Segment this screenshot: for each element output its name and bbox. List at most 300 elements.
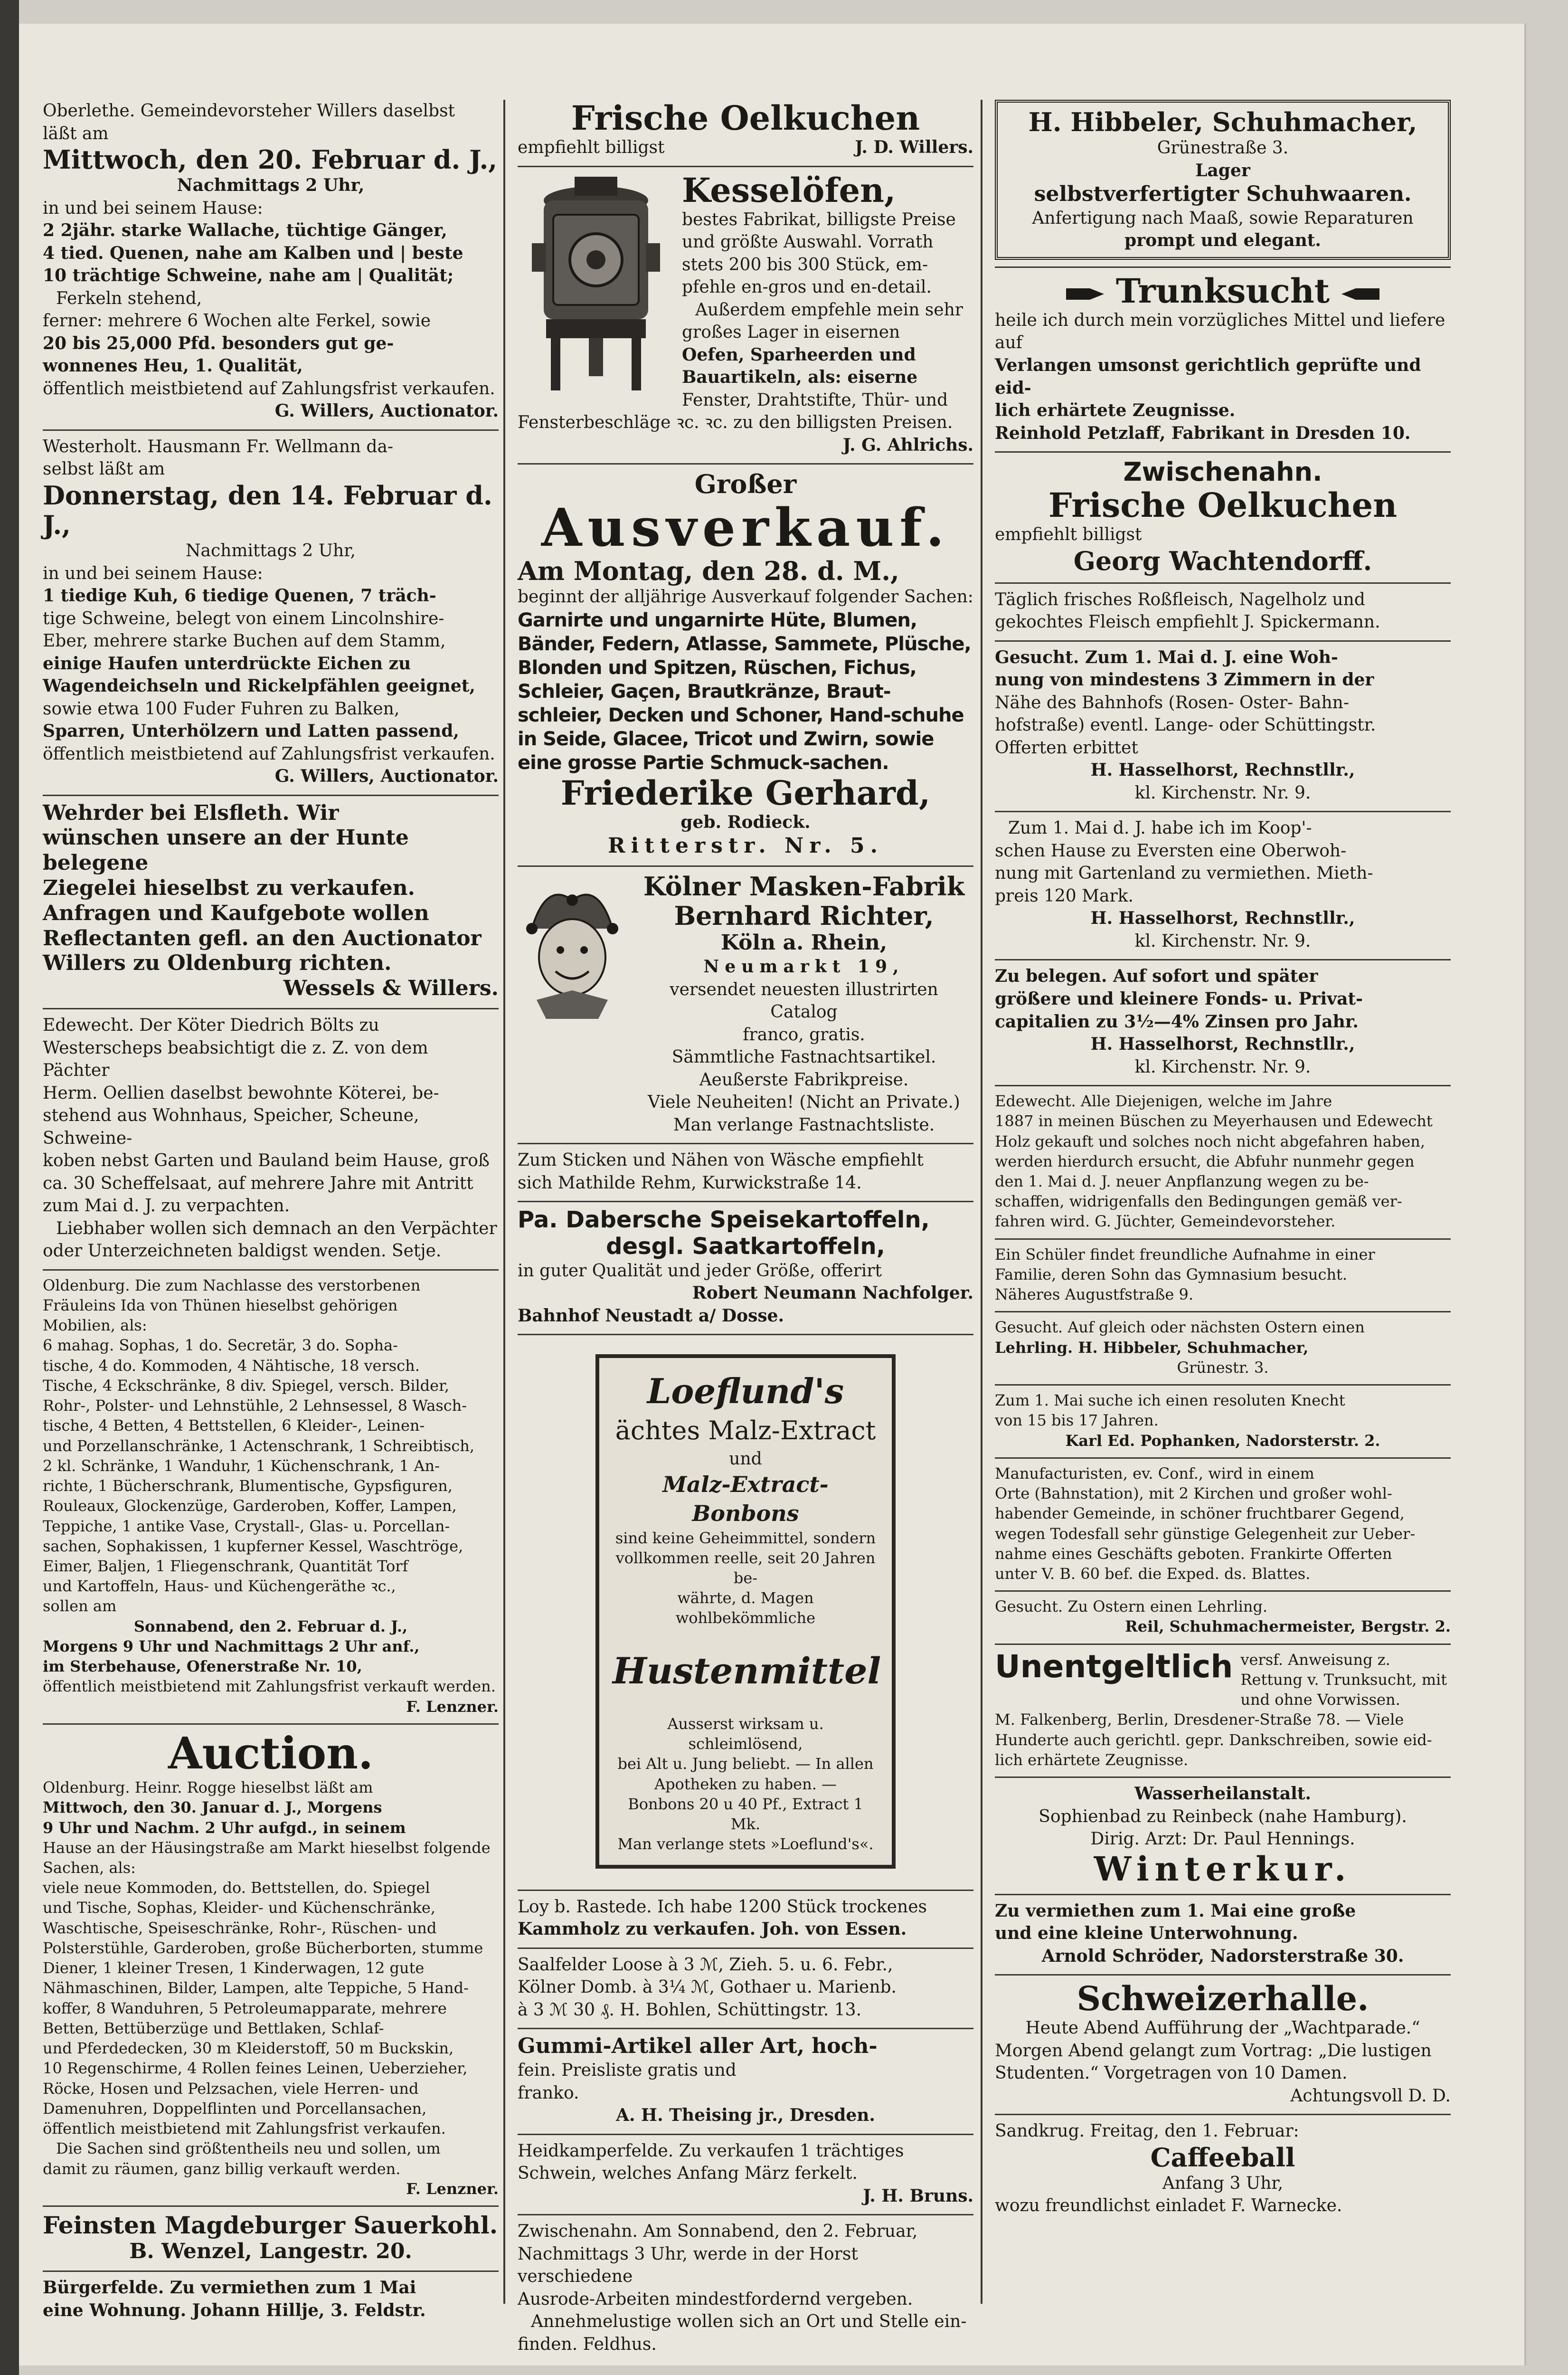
ad-line: öffentlich meistbietend auf Zahlungsfrist verkaufen. bbox=[43, 379, 495, 399]
ad-line: und Tische, Sophas, Kleider- und Küchenschränke, bbox=[43, 1899, 436, 1917]
ad-line: Großer bbox=[694, 469, 797, 500]
ad-kartoffeln bbox=[518, 1202, 973, 1335]
ad-signature: H. Hasselhorst, Rechnstllr., bbox=[1090, 760, 1355, 780]
ad-line: Edewecht. Alle Diejenigen, welche im Jahre bbox=[995, 1092, 1332, 1111]
ad-date: Mittwoch, den 20. Februar d. J., bbox=[43, 144, 498, 175]
ad-line: Willers zu Oldenburg richten. bbox=[43, 951, 392, 976]
ad-line: Nachmittags 2 Uhr, bbox=[186, 541, 356, 561]
ad-text bbox=[634, 872, 973, 1136]
column-rule bbox=[981, 100, 982, 2304]
ad-line: Bauartikeln, als: eiserne bbox=[682, 367, 918, 388]
ad-heading: Winterkur. bbox=[1094, 1849, 1352, 1889]
ad-lehrling-hibbeler bbox=[995, 1312, 1451, 1386]
ad-line: wonnenes Heu, 1. Qualität, bbox=[43, 356, 303, 376]
ad-line: Hause an der Häusingstraße am Markt hieselbst folgende bbox=[43, 1838, 491, 1857]
ad-line: 2 2jähr. starke Wallache, tüchtige Gänger, bbox=[43, 220, 447, 241]
ad-trunksucht bbox=[995, 268, 1451, 453]
ad-line: franko. bbox=[518, 2083, 579, 2103]
ad-line: Eimer, Baljen, 1 Fliegenschrank, Quantität Torf bbox=[43, 1557, 408, 1576]
ad-line: Täglich frisches Roßfleisch, Nagelholz und bbox=[995, 589, 1365, 609]
ad-heading: desgl. Saatkartoffeln, bbox=[606, 1233, 885, 1260]
ad-line: tische, 4 do. Kommoden, 4 Nähtische, 18 versch. bbox=[43, 1356, 420, 1375]
ad-heidkamp bbox=[518, 2135, 973, 2216]
ad-line: Malz-Extract-Bonbons bbox=[662, 1472, 829, 1526]
ad-text bbox=[682, 172, 963, 412]
ad-line: einige Haufen unterdrückte Eichen zu bbox=[43, 653, 411, 674]
ad-line: nahme eines Geschäfts geboten. Frankirte Offerten bbox=[995, 1544, 1392, 1563]
ad-gesucht-wohnung bbox=[995, 642, 1451, 813]
ad-line: damit zu räumen, ganz billig verkauft werden. bbox=[43, 2159, 401, 2178]
ad-line: sich Mathilde Rehm, Kurwickstraße 14. bbox=[518, 1173, 862, 1193]
ad-line: Teppiche, 1 antike Vase, Crystall-, Glas- u. Porcellan- bbox=[43, 1517, 450, 1535]
ad-line: ferner: mehrere 6 Wochen alte Ferkel, sowie bbox=[43, 311, 431, 331]
ad-line: preis 120 Mark. bbox=[995, 886, 1133, 906]
ad-line: Oefen, Sparheerden und bbox=[682, 344, 916, 365]
ad-line: Zu vermiethen zum 1. Mai eine große bbox=[995, 1900, 1356, 1921]
ad-heading: Trunksucht bbox=[1115, 271, 1330, 311]
ad-heading: Unentgeltlich bbox=[995, 1648, 1233, 1685]
ad-line: Offerten erbittet bbox=[995, 738, 1138, 758]
ad-line: koben nebst Garten und Bauland beim Hause, groß bbox=[43, 1151, 490, 1171]
ad-line: Zum Sticken und Nähen von Wäsche empfiehlt bbox=[518, 1150, 924, 1170]
ad-line: Anfragen und Kaufgebote wollen bbox=[43, 901, 429, 925]
ad-line: Westerholt. Hausmann Fr. Wellmann da- bbox=[43, 437, 394, 456]
ad-knecht bbox=[995, 1386, 1451, 1459]
ad-line: Fenster, Drahtstifte, Thür- und bbox=[682, 390, 948, 410]
ad-line: Familie, deren Sohn das Gymnasium besucht. bbox=[995, 1265, 1348, 1283]
ad-oberlethe bbox=[43, 95, 499, 431]
ad-line: Saalfelder Loose à 3 ℳ, Zieh. 5. u. 6. Febr., bbox=[518, 1955, 893, 1975]
ad-heading-row bbox=[995, 273, 1451, 309]
ad-line: größere und kleinere Fonds- u. Privat- bbox=[995, 989, 1363, 1009]
ad-line: Sparren, Unterhölzern und Latten passend, bbox=[43, 721, 459, 741]
ad-date: Donnerstag, den 14. Februar d. J., bbox=[43, 480, 492, 540]
ad-signature: Karl Ed. Pophanken, Nadorsterstr. 2. bbox=[1065, 1431, 1380, 1450]
ad-line: schaffen, widrigenfalls den Bedingungen gemäß ver- bbox=[995, 1192, 1402, 1211]
ad-line: 10 trächtige Schweine, nahe am | Qualität; bbox=[43, 266, 454, 286]
ad-line: Die Sachen sind größtentheils neu und sollen, um bbox=[56, 2139, 441, 2158]
ad-line: Sonnabend, den 2. Februar d. J., bbox=[133, 1617, 408, 1635]
ad-line: Annehmelustige wollen sich an Ort und Stelle ein- bbox=[531, 2312, 967, 2332]
ad-line: Rouleaux, Glockenzüge, Garderoben, Koffer, Lampen, bbox=[43, 1497, 457, 1515]
ad-line: währte, d. Magen wohlbekömmliche bbox=[675, 1589, 816, 1627]
ad-line: öffentlich meistbietend mit Zahlungsfrist verkaufen. bbox=[43, 2119, 446, 2138]
ad-line: und Porzellanschränke, 1 Actenschrank, 1 Schreibtisch, bbox=[43, 1436, 475, 1455]
ad-line: Sämmtliche Fastnachtsartikel. bbox=[671, 1047, 936, 1067]
ad-line: empfiehlt billigst bbox=[995, 525, 1142, 545]
ad-signature: J. H. Bruns. bbox=[863, 2185, 973, 2206]
ad-vermiethen-schroeder bbox=[995, 1895, 1451, 1976]
ad-line: tige Schweine, belegt von einem Lincolnshire- bbox=[43, 608, 444, 628]
ad-ausverkauf bbox=[518, 465, 973, 867]
ad-line: kl. Kirchenstr. Nr. 9. bbox=[1134, 931, 1311, 951]
ad-signature: J. D. Willers. bbox=[855, 137, 973, 157]
ad-line: richte, 1 Bücherschrank, Blumentische, Gypsfiguren, bbox=[43, 1477, 453, 1495]
ad-line: Oldenburg. Die zum Nachlasse des verstorbenen bbox=[43, 1276, 421, 1294]
ad-loose bbox=[518, 1949, 973, 2030]
ad-signature: F. Lenzner. bbox=[406, 2179, 499, 2198]
ad-heading: Friederike Gerhard, bbox=[560, 773, 931, 813]
ad-line: in und bei seinem Hause: bbox=[43, 198, 263, 218]
column-1 bbox=[43, 95, 499, 2328]
ad-line: Gesucht. Zum 1. Mai d. J. eine Woh- bbox=[995, 647, 1338, 667]
ad-line: Oberlethe. Gemeindevorsteher Willers daselbst bbox=[43, 101, 455, 121]
ad-line: unter V. B. 60 bef. die Exped. ds. Blattes. bbox=[995, 1564, 1311, 1583]
ad-heading: Loeflund's bbox=[647, 1371, 844, 1412]
ad-heading: H. Hibbeler, Schuhmacher, bbox=[1028, 107, 1417, 137]
ad-heading: Ausverkauf. bbox=[541, 497, 950, 559]
ad-wasserheilanstalt bbox=[995, 1778, 1451, 1895]
ad-line: im Sterbehause, Ofenerstraße Nr. 10, bbox=[43, 1657, 362, 1676]
ad-line: lich erhärtete Zeugnisse. bbox=[995, 400, 1236, 421]
ad-signature: Reinhold Petzlaff, Fabrikant in Dresden 10. bbox=[995, 423, 1411, 443]
ad-footer bbox=[518, 136, 973, 159]
ad-line: großes Lager in eisernen bbox=[682, 323, 900, 342]
ad-line: ächtes Malz-Extract bbox=[615, 1416, 876, 1446]
ad-wehrder bbox=[43, 796, 499, 1009]
ad-line: Mobilien, als: bbox=[43, 1316, 147, 1335]
ad-line: à 3 ℳ 30 ₰. H. Bohlen, Schüttingstr. 13. bbox=[518, 2000, 862, 2020]
ad-line: Grünestr. 3. bbox=[1177, 1358, 1269, 1377]
ad-line: Köln a. Rhein, bbox=[720, 931, 888, 955]
ad-line: Anfang 3 Uhr, bbox=[1162, 2173, 1284, 2193]
ad-line: Orte (Bahnstation), mit 2 Kirchen und großer wohl- bbox=[995, 1484, 1392, 1503]
ad-line: Ein Schüler findet freundliche Aufnahme in einer bbox=[995, 1245, 1375, 1264]
ad-line: Damenuhren, Doppelflinten und Porcellansachen, bbox=[43, 2099, 427, 2118]
ad-line: Wasserheilanstalt. bbox=[1134, 1784, 1312, 1804]
ad-line: öffentlich meistbietend auf Zahlungsfrist verkaufen. bbox=[43, 744, 495, 764]
ad-line: B. Wenzel, Langestr. 20. bbox=[129, 2239, 412, 2263]
ad-line: in guter Qualität und jeder Größe, offerirt bbox=[518, 1261, 882, 1281]
ad-line: capitalien zu 3½—4% Zinsen pro Jahr. bbox=[995, 1011, 1359, 1032]
ad-line: heile ich durch mein vorzügliches Mittel und liefere auf bbox=[995, 310, 1445, 353]
ad-line: empfiehlt billigst bbox=[518, 138, 665, 157]
ad-line: Apotheken zu haben. — bbox=[654, 1775, 837, 1793]
ad-signature: G. Willers, Auctionator. bbox=[274, 766, 499, 787]
ad-line: Fensterbeschläge ꝛc. ꝛc. zu den billigsten Preisen. bbox=[518, 413, 953, 433]
ad-line: Nachmittags 2 Uhr, bbox=[177, 175, 365, 196]
ad-fonds bbox=[995, 960, 1451, 1086]
ad-line: Zum 1. Mai d. J. habe ich im Koop'- bbox=[1008, 818, 1312, 838]
ad-line: Nähmaschinen, Bilder, Lampen, alte Teppiche, 5 Hand- bbox=[43, 1979, 469, 1997]
ad-line: Viele Neuheiten! (Nicht an Private.) bbox=[648, 1092, 960, 1112]
ad-signature: G. Willers, Auctionator. bbox=[274, 401, 499, 421]
ad-line: nung von mindestens 3 Zimmern in der bbox=[995, 670, 1374, 690]
ad-oelkuchen-wachtendorff bbox=[995, 453, 1451, 584]
ad-line: fahren wird. G. Jüchter, Gemeindevorsteher. bbox=[995, 1212, 1336, 1231]
ad-line: nung mit Gartenland zu vermiethen. Mieth- bbox=[995, 864, 1373, 884]
loeflund-box bbox=[595, 1354, 896, 1868]
ad-heading: Gummi-Artikel aller Art, hoch- bbox=[518, 2034, 878, 2059]
pointing-hand-right-icon bbox=[1066, 284, 1104, 304]
ad-heading: Feinsten Magdeburger Sauerkohl. bbox=[43, 2211, 498, 2239]
ad-buergerfelde bbox=[43, 2272, 499, 2328]
ad-line: 6 mahag. Sophas, 1 do. Secretär, 3 do. Sopha- bbox=[43, 1336, 398, 1355]
ad-edewecht bbox=[43, 1009, 499, 1271]
ad-line: Röcke, Hosen und Pelzsachen, viele Herren- und bbox=[43, 2079, 419, 2098]
ad-line: bestes Fabrikat, billigste Preise bbox=[682, 209, 956, 229]
ad-line: zum Mai d. J. zu verpachten. bbox=[43, 1196, 290, 1216]
ad-line: Edewecht. Der Köter Diedrich Bölts zu bbox=[43, 1016, 379, 1036]
ad-signature: Arnold Schröder, Nadorsterstraße 30. bbox=[1041, 1946, 1404, 1966]
ad-line: von 15 bis 17 Jahren. bbox=[995, 1411, 1159, 1430]
ad-line: M. Falkenberg, Berlin, Dresdener-Straße 78. — Viele bbox=[995, 1710, 1404, 1729]
ad-line: habender Gemeinde, in schöner fruchtbarer Gegend, bbox=[995, 1504, 1405, 1523]
ad-oldenburg-nachlass bbox=[43, 1271, 499, 1725]
stove-icon bbox=[518, 172, 674, 395]
ad-masken bbox=[518, 867, 973, 1144]
ad-line: Zwischenahn. bbox=[1123, 457, 1322, 487]
ad-line: Ausserst wirksam u. schleimlösend, bbox=[667, 1715, 824, 1753]
ad-line: Morgens 9 Uhr und Nachmittags 2 Uhr anf., bbox=[43, 1637, 420, 1655]
ad-line: selbst läßt am bbox=[43, 459, 165, 479]
ad-body bbox=[518, 872, 973, 1136]
ad-line: Bahnhof Neustadt a/ Dosse. bbox=[518, 1305, 784, 1326]
ad-line: Loy b. Rastede. Ich habe 1200 Stück trockenes bbox=[518, 1897, 927, 1917]
ad-line: Rohr-, Polster- und Lehnstühle, 2 Lehnsessel, 8 Wasch- bbox=[43, 1396, 467, 1415]
ad-line: sollen am bbox=[43, 1597, 117, 1615]
ad-line: sowie etwa 100 Fuder Fuhren zu Balken, bbox=[43, 699, 400, 719]
ad-line: Studenten.“ Vorgetragen von 10 Damen. bbox=[995, 2063, 1348, 2083]
ad-line: lich erhärtete Zeugnisse. bbox=[995, 1750, 1189, 1769]
ad-manufacturisten bbox=[995, 1459, 1451, 1592]
ad-line: bei Alt u. Jung beliebt. — In allen bbox=[617, 1755, 874, 1773]
ad-line: Holz gekauft und solches noch nicht abgefahren haben, bbox=[995, 1132, 1426, 1150]
ad-line: werden hierdurch ersucht, die Abfuhr nunmehr gegen bbox=[995, 1152, 1415, 1170]
ad-line: Fräuleins Ida von Thünen hieselbst gehörigen bbox=[43, 1296, 398, 1314]
ad-line: schen Hause zu Eversten eine Oberwoh- bbox=[995, 841, 1347, 861]
ad-line: wünschen unsere an der Hunte belegene bbox=[43, 826, 409, 875]
ad-line: Lehrling. H. Hibbeler, Schuhmacher, bbox=[995, 1338, 1309, 1357]
ad-date: Am Montag, den 28. d. M., bbox=[518, 556, 899, 587]
ad-signature: J. G. Ahlrichs. bbox=[842, 435, 973, 455]
ad-line: Näheres Augustfstraße 9. bbox=[995, 1285, 1194, 1304]
ad-heading: Frische Oelkuchen bbox=[1048, 485, 1398, 525]
ad-line: Liebhaber wollen sich demnach an den Verpächter bbox=[56, 1218, 497, 1238]
ad-line: stets 200 bis 300 Stück, em- bbox=[682, 255, 928, 275]
ad-line: Sandkrug. Freitag, den 1. Februar: bbox=[995, 2121, 1299, 2141]
ad-line: 2 kl. Schränke, 1 Wanduhr, 1 Küchenschrank, 1 An- bbox=[43, 1456, 440, 1475]
ad-line: Herm. Oellien daselbst bewohnte Köterei, be- bbox=[43, 1083, 439, 1103]
ad-schweizerhalle bbox=[995, 1976, 1451, 2115]
ad-line: Betten, Bettüberzüge und Bettlaken, Schlaf- bbox=[43, 2019, 384, 2037]
ad-line: Sachen, als: bbox=[43, 1859, 136, 1877]
ad-line: Kammholz zu verkaufen. Joh. von Essen. bbox=[518, 1919, 907, 1939]
ad-line: Westerscheps beabsichtigt die z. Z. von dem Pächter bbox=[43, 1038, 428, 1081]
ad-line: 1 tiedige Kuh, 6 tiedige Quenen, 7 träch- bbox=[43, 586, 436, 606]
ad-line: Wehrder bei Elsfleth. Wir bbox=[43, 800, 339, 825]
ad-sticken bbox=[518, 1144, 973, 1202]
ad-body-text: Garnirte und ungarnirte Hüte, Blumen, Bänder, Federn, Atlasse, Sammete, Plüsche, Blonden und Spitzen, Rüschen, Fichus, Schleier, Gaçen, Brautkränze, Braut-schleier, Decken und Schoner, Hand-schuhe in Seide, Glacee, Tricot und Zwirn, sowie eine grosse Partie Schmuck-sachen. bbox=[518, 609, 971, 774]
ad-line: Hunderte auch gerichtl. gepr. Dankschreiben, sowie eid- bbox=[995, 1730, 1432, 1749]
ad-line: und eine kleine Unterwohnung. bbox=[995, 1923, 1298, 1944]
ad-westerholt bbox=[43, 431, 499, 796]
ad-heading: Bernhard Richter, bbox=[674, 901, 934, 931]
ad-line: Tische, 4 Eckschränke, 8 div. Spiegel, versch. Bilder, bbox=[43, 1376, 450, 1395]
ad-line: ca. 30 Scheffelsaat, auf mehrere Jahre mit Antritt bbox=[43, 1173, 473, 1193]
ad-line: Zu belegen. Auf sofort und später bbox=[995, 966, 1318, 987]
jester-illustration bbox=[518, 872, 627, 1030]
ad-line: Reflectanten gefl. an den Auctionator bbox=[43, 926, 482, 950]
book-spine bbox=[0, 0, 19, 2375]
ad-line: sind keine Geheimmittel, sondern bbox=[615, 1529, 876, 1547]
ad-sandkrug bbox=[995, 2115, 1451, 2224]
ad-line: oder Unterzeichneten baldigst wenden. Setje. bbox=[43, 1241, 442, 1261]
ad-signature: Reil, Schuhmachermeister, Bergstr. 2. bbox=[1125, 1617, 1451, 1636]
ad-signature: Georg Wachtendorff. bbox=[1073, 545, 1372, 576]
ad-line: Ferkeln stehend, bbox=[56, 288, 202, 308]
ad-line: Eber, mehrere starke Buchen auf dem Stamm, bbox=[43, 631, 446, 651]
column-3 bbox=[995, 95, 1451, 2224]
ad-edewecht-holz bbox=[995, 1086, 1451, 1240]
ad-line: und bbox=[729, 1449, 762, 1469]
ad-line: Neumarkt 19, bbox=[703, 957, 905, 977]
ad-heading: Schweizerhalle. bbox=[1077, 1979, 1369, 2019]
ad-line: beginnt der alljährige Ausverkauf folgender Sachen: bbox=[518, 587, 973, 607]
ad-signature: A. H. Theising jr., Dresden. bbox=[616, 2105, 875, 2126]
newspaper-page bbox=[19, 24, 1524, 2366]
ad-line: Außerdem empfehle mein sehr bbox=[695, 300, 963, 320]
ad-loeflund bbox=[518, 1335, 973, 1890]
ad-line: Bonbons 20 u 40 Pf., Extract 1 Mk. bbox=[628, 1795, 863, 1834]
ad-line: hofstraße) eventl. Lange- oder Schüttingstr. bbox=[995, 715, 1376, 735]
ad-line: 9 Uhr und Nachm. 2 Uhr aufgd., in seinem bbox=[43, 1818, 406, 1837]
ad-signature: H. Hasselhorst, Rechnstllr., bbox=[1090, 1034, 1355, 1054]
ad-heading: Auction. bbox=[168, 1727, 373, 1779]
ad-oelkuchen-willers bbox=[518, 95, 973, 167]
ad-auction bbox=[43, 1725, 499, 2207]
ad-loy bbox=[518, 1891, 973, 1949]
ad-sauerkohl bbox=[43, 2207, 499, 2272]
ad-line: Gesucht. Auf gleich oder nächsten Ostern einen bbox=[995, 1318, 1365, 1337]
ad-line: kl. Kirchenstr. Nr. 9. bbox=[1134, 1057, 1311, 1077]
ad-rossfleisch bbox=[995, 584, 1451, 642]
ad-line: geb. Rodieck. bbox=[680, 812, 811, 832]
ad-signature: Wessels & Willers. bbox=[283, 976, 499, 1001]
ad-lehrling-reil bbox=[995, 1592, 1451, 1644]
ad-line: Grünestraße 3. bbox=[1157, 138, 1289, 158]
pointing-hand-left-icon bbox=[1341, 284, 1379, 304]
ad-unentgeltlich bbox=[995, 1645, 1451, 1778]
ad-line: Ziegelei hieselbst zu verkaufen. bbox=[43, 876, 415, 901]
ad-signature: F. Lenzner. bbox=[406, 1697, 499, 1716]
ad-line: Anfertigung nach Maaß, sowie Reparaturen bbox=[1032, 208, 1414, 228]
ad-line: Kölner Domb. à 3¼ ℳ, Gothaer u. Marienb. bbox=[518, 1977, 897, 1997]
ad-line: versendet neuesten illustrirten Catalog bbox=[670, 979, 938, 1022]
ad-heading-row bbox=[995, 1650, 1451, 1710]
ad-line: fein. Preisliste gratis und bbox=[518, 2061, 737, 2080]
ad-line: Waschtische, Speiseschränke, Rohr-, Rüschen- und bbox=[43, 1919, 437, 1937]
ad-line: sachen, Sophakissen, 1 kupferner Kessel, Waschtröge, bbox=[43, 1537, 463, 1555]
ad-line: Lager bbox=[1195, 160, 1250, 180]
ad-line: kl. Kirchenstr. Nr. 9. bbox=[1134, 783, 1311, 803]
hibbeler-box bbox=[995, 100, 1451, 260]
ad-line: Polsterstühle, Garderoben, große Bücherborten, stumme bbox=[43, 1938, 483, 1957]
ad-heading: Frische Oelkuchen bbox=[571, 98, 920, 138]
ad-heading: Hustenmittel bbox=[613, 1649, 881, 1692]
ad-line: finden. Feldhus. bbox=[518, 2334, 657, 2354]
ad-line: und Kartoffeln, Haus- und Küchengeräthe ꝛc., bbox=[43, 1577, 396, 1596]
ad-line: Wagendeichseln und Rickelpfählen geeignet, bbox=[43, 676, 475, 696]
ad-line: versf. Anweisung z. Rettung v. Trunksucht, mit und ohne Vorwissen. bbox=[1240, 1650, 1447, 1709]
ad-line: Man verlange stets »Loeflund's«. bbox=[617, 1835, 874, 1853]
ad-gummi bbox=[518, 2029, 973, 2135]
ad-line: Oldenburg. Heinr. Rogge hieselbst läßt am bbox=[43, 1778, 373, 1797]
ad-line: Ausrode-Arbeiten mindestfordernd vergeben. bbox=[518, 2289, 913, 2309]
ad-body bbox=[518, 172, 973, 412]
ad-line: Sophienbad zu Reinbeck (nahe Hamburg). bbox=[1039, 1806, 1407, 1826]
ad-line: pfehle en-gros und en-detail. bbox=[682, 277, 932, 297]
ad-line: in und bei seinem Hause: bbox=[43, 563, 263, 583]
ad-line: und größte Auswahl. Vorrath bbox=[682, 232, 934, 252]
ad-line: Gesucht. Zu Ostern einen Lehrling. bbox=[995, 1597, 1268, 1616]
ad-line: Bürgerfelde. Zu vermiethen zum 1 Mai bbox=[43, 2278, 416, 2298]
ad-line: eine Wohnung. Johann Hillje, 3. Feldstr. bbox=[43, 2300, 426, 2320]
ad-line: Zum 1. Mai suche ich einen resoluten Knecht bbox=[995, 1391, 1345, 1410]
ad-kesseloefen bbox=[518, 167, 973, 465]
ad-line: prompt und elegant. bbox=[1124, 230, 1321, 251]
ad-line: wozu freundlichst einladet F. Warnecke. bbox=[995, 2196, 1342, 2216]
ad-line: koffer, 8 Wanduhren, 5 Petroleumapparate, mehrere bbox=[43, 1999, 447, 2017]
ad-line: tische, 4 Betten, 4 Bettstellen, 6 Kleider-, Leinen- bbox=[43, 1416, 425, 1435]
ad-line: läßt am bbox=[43, 124, 109, 143]
ad-schueler bbox=[995, 1240, 1451, 1313]
ad-line: öffentlich meistbietend mit Zahlungsfrist verkauft werden. bbox=[43, 1677, 496, 1696]
ad-heading: Kesselöfen, bbox=[682, 170, 896, 210]
ad-line: 1887 in meinen Büschen zu Meyerhausen und Edewecht bbox=[995, 1112, 1433, 1130]
ad-line: Nachmittags 3 Uhr, werde in der Horst verschiedene bbox=[518, 2244, 858, 2287]
ad-line: 10 Regenschirme, 4 Rollen feines Leinen, Ueberzieher, bbox=[43, 2059, 468, 2078]
ad-line: wegen Todesfall sehr günstige Gelegenheit zur Ueber- bbox=[995, 1524, 1416, 1543]
ad-heading: Kölner Masken-Fabrik bbox=[643, 871, 965, 902]
ad-line: 20 bis 25,000 Pfd. besonders gut ge- bbox=[43, 333, 394, 353]
ad-line: vollkommen reelle, seit 20 Jahren be- bbox=[615, 1548, 876, 1587]
ad-line: franco, gratis. bbox=[743, 1025, 865, 1045]
ad-line: 4 tied. Quenen, nahe am Kalben und | beste bbox=[43, 243, 463, 263]
ad-line: Schwein, welches Anfang März ferkelt. bbox=[518, 2164, 858, 2184]
ad-line: Man verlange Fastnachtsliste. bbox=[673, 1115, 935, 1135]
ad-line: Aeußerste Fabrikpreise. bbox=[699, 1070, 909, 1090]
ad-oberwohnung bbox=[995, 812, 1451, 960]
ad-heading: Pa. Dabersche Speisekartoffeln, bbox=[518, 1206, 930, 1234]
ad-line: Morgen Abend gelangt zum Vortrag: „Die lustigen bbox=[995, 2041, 1432, 2061]
ad-signature: H. Hasselhorst, Rechnstllr., bbox=[1090, 908, 1355, 929]
ad-line: Ritterstr. Nr. 5. bbox=[608, 834, 883, 858]
ad-line: selbstverfertigter Schuhwaaren. bbox=[1034, 182, 1412, 207]
ad-line: den 1. Mai d. J. neuer Anpflanzung wegen zu be- bbox=[995, 1172, 1369, 1190]
ad-line: Dirig. Arzt: Dr. Paul Hennings. bbox=[1090, 1829, 1355, 1849]
ad-line: Diener, 1 kleiner Tresen, 1 Kinderwagen, 12 gute bbox=[43, 1959, 425, 1977]
column-rule bbox=[503, 100, 505, 2304]
ad-line: Manufacturisten, ev. Conf., wird in einem bbox=[995, 1464, 1314, 1482]
jester-mask-icon bbox=[518, 872, 627, 1024]
ad-line: Zwischenahn. Am Sonnabend, den 2. Februar, bbox=[518, 2222, 918, 2242]
ad-heading: Caffeeball bbox=[1150, 2142, 1295, 2173]
ad-signature: Robert Neumann Nachfolger. bbox=[692, 1283, 973, 1303]
ad-line: und Pferdedecken, 30 m Kleiderstoff, 50 m Buckskin, bbox=[43, 2039, 454, 2058]
ad-zwischenahn-horst bbox=[518, 2215, 973, 2362]
ad-line: gekochtes Fleisch empfiehlt J. Spickermann. bbox=[995, 612, 1380, 632]
ad-line: Heidkamperfelde. Zu verkaufen 1 trächtiges bbox=[518, 2141, 904, 2161]
ad-hibbeler bbox=[995, 95, 1451, 268]
stove-illustration bbox=[518, 172, 674, 401]
ad-signature: Achtungsvoll D. D. bbox=[1290, 2086, 1451, 2106]
ad-line: Mittwoch, den 30. Januar d. J., Morgens bbox=[43, 1798, 382, 1817]
ad-line: Nähe des Bahnhofs (Rosen- Oster- Bahn- bbox=[995, 693, 1349, 712]
ad-line: stehend aus Wohnhaus, Speicher, Scheune, Schweine- bbox=[43, 1106, 419, 1148]
ad-line: viele neue Kommoden, do. Bettstellen, do. Spiegel bbox=[43, 1879, 430, 1897]
ad-line: Heute Abend Aufführung der „Wachtparade.“ bbox=[1025, 2018, 1420, 2038]
